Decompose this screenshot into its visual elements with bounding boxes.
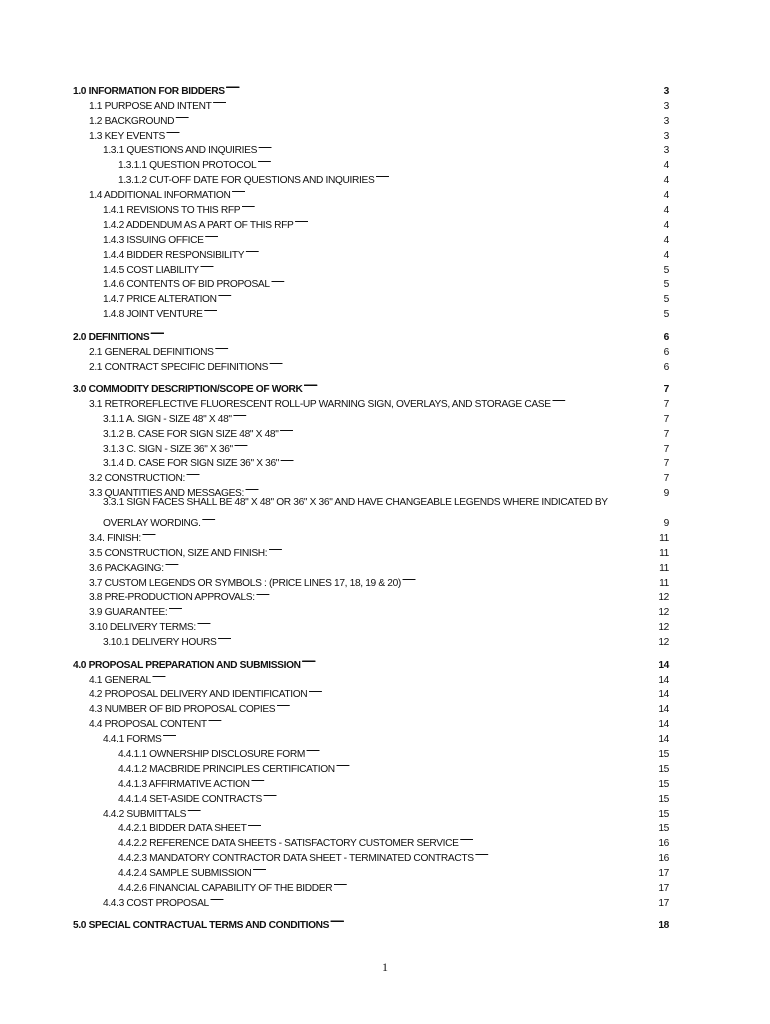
toc-entry-title: 2.1 CONTRACT SPECIFIC DEFINITIONS (89, 361, 269, 373)
toc-page-number: 6 (663, 346, 669, 358)
dot-leader (460, 831, 656, 846)
toc-page-number: 15 (658, 823, 669, 835)
dot-leader (241, 198, 656, 213)
toc-entry-title: 1.3.1.1 QUESTION PROTOCOL (118, 160, 257, 172)
toc-section-heading[interactable] (73, 913, 669, 932)
toc-page-number: 17 (658, 897, 669, 909)
dot-leader (208, 712, 656, 727)
toc-page-number: 4 (663, 160, 669, 172)
toc-page-number: 14 (658, 704, 669, 716)
toc-page-number: 6 (663, 331, 669, 343)
toc-entry-title: 3.7 CUSTOM LEGENDS OR SYMBOLS : (PRICE LINES 17, 18, 19 & 20) (89, 577, 401, 589)
dot-leader (257, 153, 656, 168)
toc-entry-title: 1.4 ADDITIONAL INFORMATION (89, 190, 231, 202)
toc-entry-title: 4.0 PROPOSAL PREPARATION AND SUBMISSION (73, 659, 301, 671)
toc-entry-title: 4.4.1.4 SET-ASIDE CONTRACTS (118, 793, 262, 805)
toc-entry-title: 1.4.4 BIDDER RESPONSIBILITY (103, 249, 245, 261)
toc-entry-title: 1.1 PURPOSE AND INTENT (89, 100, 212, 112)
toc-page-number: 11 (659, 577, 669, 589)
toc-entry-title: 4.2 PROPOSAL DELIVERY AND IDENTIFICATION (89, 689, 308, 701)
toc-page-number: 12 (658, 637, 669, 649)
toc-entry-title: 1.4.6 CONTENTS OF BID PROPOSAL (103, 279, 270, 291)
toc-entry-title: 5.0 SPECIAL CONTRACTUAL TERMS AND CONDITIONS (73, 920, 330, 932)
toc-page-number: 9 (663, 518, 669, 530)
toc-page-number: 4 (663, 219, 669, 231)
dot-leader (280, 452, 656, 467)
dot-leader (304, 377, 656, 392)
toc-section-heading[interactable] (73, 325, 669, 343)
toc-page-number: 6 (663, 361, 669, 373)
toc-entry-title: 4.4.2.2 REFERENCE DATA SHEETS - SATISFACTORY CUSTOMER SERVICE (118, 838, 459, 850)
dot-leader (245, 481, 656, 496)
toc-page-number: 9 (663, 488, 669, 500)
toc-page-number: 7 (663, 428, 669, 440)
dot-leader (256, 586, 656, 601)
toc-entry-title: 3.1.2 B. CASE FOR SIGN SIZE 48" X 48" (103, 428, 279, 440)
toc-page-number: 14 (658, 689, 669, 701)
dot-leader (294, 213, 656, 228)
dot-leader (197, 615, 656, 630)
toc-page-number: 7 (663, 458, 669, 470)
toc-page-number: 15 (658, 748, 669, 760)
toc-page-number: 14 (658, 719, 669, 731)
dot-leader (234, 437, 656, 452)
toc-entry-title: 4.4.2.4 SAMPLE SUBMISSION (118, 868, 252, 880)
toc-page-number: 3 (663, 85, 669, 97)
toc-entry-title: 1.3.1 QUESTIONS AND INQUIRIES (103, 145, 258, 157)
toc-page-number: 11 (659, 547, 669, 559)
toc-entry[interactable] (73, 511, 669, 530)
toc-entry-title: 3.1.4 D. CASE FOR SIGN SIZE 36" X 36" (103, 458, 280, 470)
dot-leader (333, 876, 656, 891)
toc-entry-title: 4.4.1.2 MACBRIDE PRINCIPLES CERTIFICATION (118, 763, 335, 775)
toc-page-number: 5 (663, 309, 669, 321)
toc-page-number: 11 (659, 532, 669, 544)
dot-leader (247, 817, 656, 832)
toc-entry-title: 3.10 DELIVERY TERMS: (89, 622, 196, 634)
dot-leader (202, 511, 656, 526)
dot-leader (552, 392, 656, 407)
toc-entry-title: 3.1.1 A. SIGN - SIZE 48" X 48" (103, 413, 232, 425)
toc-page-number: 14 (658, 734, 669, 746)
dot-leader (252, 861, 656, 876)
dot-leader (215, 340, 656, 355)
dot-leader (210, 891, 656, 906)
toc-entry-title: 4.4.3 COST PROPOSAL (103, 897, 209, 909)
toc-page-number: 16 (658, 853, 669, 865)
dot-leader (152, 668, 656, 683)
toc-page-number: 3 (663, 145, 669, 157)
toc-entry-title: 4.3 NUMBER OF BID PROPOSAL COPIES (89, 704, 276, 716)
toc-page-number: 4 (663, 234, 669, 246)
toc-entry-title: 1.2 BACKGROUND (89, 115, 175, 127)
toc-page-number: 16 (658, 838, 669, 850)
toc-page-number: 7 (663, 413, 669, 425)
dot-leader (165, 556, 656, 571)
toc-page-number: 12 (658, 622, 669, 634)
dot-leader (200, 258, 656, 273)
toc-page-number: 5 (663, 294, 669, 306)
toc-page-number: 5 (663, 264, 669, 276)
toc-entry-title: 4.4.2 SUBMITTALS (103, 808, 187, 820)
toc-page-number: 17 (658, 868, 669, 880)
toc-entry-title: 2.0 DEFINITIONS (73, 331, 150, 343)
dot-leader (226, 79, 656, 94)
toc-page-number: 17 (658, 882, 669, 894)
toc-page-number: 7 (663, 473, 669, 485)
toc-entry-title: 4.4.1.1 OWNERSHIP DISCLOSURE FORM (118, 748, 305, 760)
dot-leader (279, 422, 656, 437)
dot-leader (306, 742, 656, 757)
toc-page-number: 12 (658, 592, 669, 604)
dot-leader (168, 600, 656, 615)
toc-page-number: 4 (663, 175, 669, 187)
toc-page-number: 11 (659, 562, 669, 574)
dot-leader (205, 228, 656, 243)
toc-section-heading[interactable] (73, 653, 669, 671)
dot-leader (218, 287, 656, 302)
dot-leader (186, 466, 656, 481)
toc-entry-title: 3.1.3 C. SIGN - SIZE 36" X 36" (103, 443, 233, 455)
toc-entry-title: 1.4.1 REVISIONS TO THIS RFP (103, 205, 241, 217)
toc-entry[interactable] (73, 742, 669, 760)
toc-entry-title: 1.0 INFORMATION FOR BIDDERS (73, 85, 225, 97)
toc-page-number: 15 (658, 808, 669, 820)
toc-page-number: 7 (663, 443, 669, 455)
page-number: 1 (382, 960, 388, 974)
toc-entry[interactable] (73, 496, 669, 511)
toc-entry-title: OVERLAY WORDING. (103, 518, 201, 530)
toc-page-number: 5 (663, 279, 669, 291)
toc-entry-title: 1.3.1.2 CUT-OFF DATE FOR QUESTIONS AND INQUIRIES (118, 175, 375, 187)
dot-leader (308, 683, 656, 698)
toc-page-number: 14 (658, 674, 669, 686)
dot-leader (271, 273, 656, 288)
toc-page-number: 18 (658, 920, 669, 932)
dot-leader (475, 846, 656, 861)
toc-entry-title: 1.4.3 ISSUING OFFICE (103, 234, 204, 246)
toc-entry-title: 3.9 GUARANTEE: (89, 607, 168, 619)
dot-leader (269, 355, 656, 370)
dot-leader (204, 302, 656, 317)
toc-entry-title: 4.1 GENERAL (89, 674, 151, 686)
dot-leader (162, 727, 656, 742)
toc-page-number: 3 (663, 100, 669, 112)
dot-leader (233, 407, 656, 422)
dot-leader (245, 243, 656, 258)
dot-leader (142, 526, 656, 541)
toc-entry-title: 3.6 PACKAGING: (89, 562, 164, 574)
toc-page-number: 15 (658, 763, 669, 775)
toc-page-number: 15 (658, 793, 669, 805)
table-of-contents (73, 79, 669, 932)
toc-entry-title: 3.10.1 DELIVERY HOURS (103, 637, 217, 649)
dot-leader (276, 697, 656, 712)
toc-entry-title: 1.4.2 ADDENDUM AS A PART OF THIS RFP (103, 219, 294, 231)
toc-entry[interactable] (73, 683, 669, 701)
toc-page-number: 15 (658, 778, 669, 790)
toc-entry-title: 4.4.1.3 AFFIRMATIVE ACTION (118, 778, 250, 790)
dot-leader (258, 139, 656, 154)
toc-entry[interactable] (73, 526, 669, 544)
toc-entry-title: 1.4.8 JOINT VENTURE (103, 309, 203, 321)
toc-page-number: 3 (663, 130, 669, 142)
toc-page-number: 12 (658, 607, 669, 619)
toc-section-heading[interactable] (73, 377, 669, 395)
toc-entry-title: 4.4.2.6 FINANCIAL CAPABILITY OF THE BIDDER (118, 882, 333, 894)
toc-page-number: 4 (663, 249, 669, 261)
toc-entry-title: 3.3.1 SIGN FACES SHALL BE 48" X 48" OR 36" X 36" AND HAVE CHANGEABLE LEGENDS WHERE INDICATED BY (103, 497, 608, 509)
toc-entry-title: 3.5 CONSTRUCTION, SIZE AND FINISH: (89, 547, 268, 559)
toc-entry-title: 3.3 QUANTITIES AND MESSAGES: (89, 488, 244, 500)
dot-leader (231, 183, 656, 198)
dot-leader (375, 168, 656, 183)
toc-section-heading[interactable] (73, 79, 669, 97)
dot-leader (330, 913, 656, 928)
toc-entry-title: 3.2 CONSTRUCTION: (89, 473, 185, 485)
toc-page-number: 4 (663, 205, 669, 217)
toc-entry[interactable] (73, 340, 669, 358)
dot-leader (263, 787, 656, 802)
dot-leader (175, 109, 656, 124)
toc-entry-title: 4.4 PROPOSAL CONTENT (89, 719, 207, 731)
toc-entry-title: 4.4.2.1 BIDDER DATA SHEET (118, 823, 247, 835)
dot-leader (217, 630, 656, 645)
dot-leader (150, 325, 656, 340)
toc-entry-title: 3.8 PRE-PRODUCTION APPROVALS: (89, 592, 255, 604)
toc-entry-title: 3.4. FINISH: (89, 532, 141, 544)
dot-leader (213, 94, 656, 109)
toc-entry-title: 2.1 GENERAL DEFINITIONS (89, 346, 214, 358)
toc-entry[interactable] (73, 541, 669, 559)
toc-page-number: 7 (663, 384, 669, 395)
dot-leader (336, 757, 656, 772)
dot-leader (166, 124, 656, 139)
dot-leader (302, 653, 656, 668)
toc-page-number: 14 (658, 659, 669, 671)
dot-leader (187, 802, 656, 817)
toc-entry-title: 1.3 KEY EVENTS (89, 130, 165, 142)
toc-entry[interactable] (73, 668, 669, 686)
dot-leader (402, 571, 656, 586)
toc-page-number: 7 (663, 398, 669, 410)
toc-entry-title: 4.4.2.3 MANDATORY CONTRACTOR DATA SHEET - TERMINATED CONTRACTS (118, 853, 474, 865)
toc-entry[interactable] (73, 727, 669, 746)
toc-entry-title: 3.1 RETROREFLECTIVE FLUORESCENT ROLL-UP WARNING SIGN, OVERLAYS, AND STORAGE CASE (89, 398, 551, 410)
toc-page-number: 4 (663, 190, 669, 202)
toc-entry-title: 4.4.1 FORMS (103, 734, 162, 746)
toc-entry-title: 1.4.7 PRICE ALTERATION (103, 294, 217, 306)
toc-page-number: 3 (663, 115, 669, 127)
dot-leader (251, 772, 656, 787)
dot-leader (268, 541, 656, 556)
toc-entry-title: 1.4.5 COST LIABILITY (103, 264, 199, 276)
toc-entry-title: 3.0 COMMODITY DESCRIPTION/SCOPE OF WORK (73, 384, 303, 395)
